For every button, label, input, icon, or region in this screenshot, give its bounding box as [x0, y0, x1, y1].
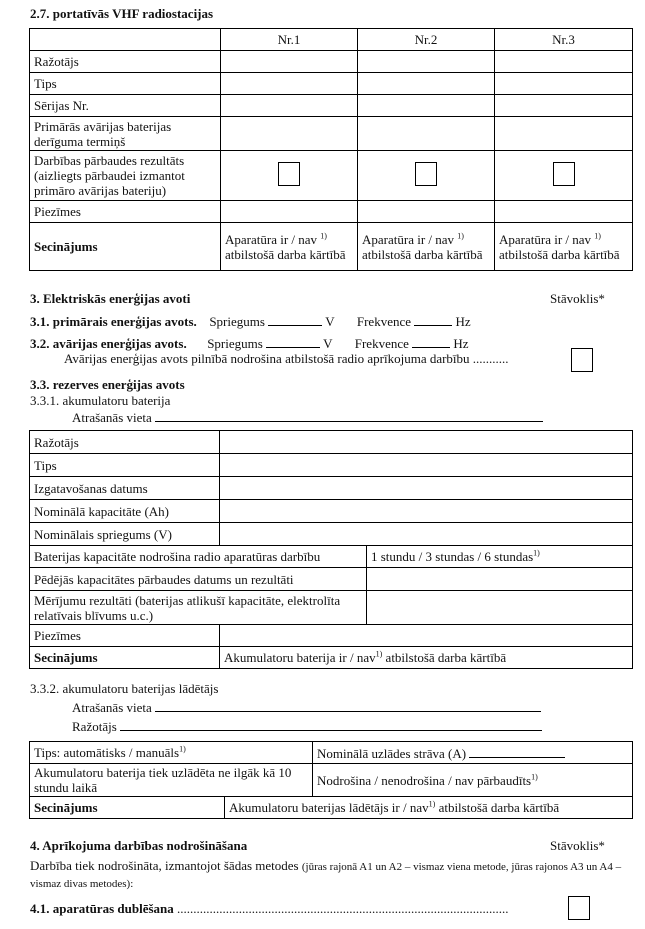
col-header-nr2: Nr.2 — [358, 29, 495, 51]
charger-manufacturer-row: Ražotājs — [72, 718, 542, 735]
primary-source-row: 3.1. primārais enerģijas avots. Spriegums V Frekvence Hz — [30, 314, 471, 329]
measure-label: Mērījumu rezultāti (baterijas atlikušī kapacitāte, elektrolīta relatīvais blīvums u.c.) — [30, 591, 367, 625]
input-cell[interactable] — [367, 591, 633, 625]
conclusion-nr2[interactable]: Aparatūra ir / nav $^{1)}$ atbilstošā darba kārtībā — [358, 223, 495, 271]
section-3-3-1-label: 3.3.1. akumulatoru baterija — [30, 393, 171, 408]
input-cell[interactable] — [221, 95, 358, 117]
nominal-current-cell[interactable]: Nominālā uzlādes strāva (A) — [313, 742, 633, 764]
row-label-notes: Piezīmes — [30, 201, 221, 223]
battery-row-label: Ražotājs — [30, 431, 220, 454]
checkbox-nr1[interactable] — [278, 162, 300, 186]
battery-conclusion-value[interactable]: Akumulatoru baterija ir / nav$^{1)}$ atbilstošā darba kārtībā — [220, 647, 633, 669]
row-label-type: Tips — [30, 73, 221, 95]
input-cell[interactable] — [220, 625, 633, 647]
input-cell[interactable] — [358, 73, 495, 95]
input-cell[interactable] — [358, 51, 495, 73]
charge-time-label: Akumulatoru baterija tiek uzlādēta ne ilgāk kā 10 stundu laikā — [30, 764, 313, 797]
charger-location-input[interactable] — [155, 699, 541, 712]
charger-table — [29, 741, 633, 819]
input-cell[interactable] — [220, 454, 633, 477]
input-cell[interactable] — [495, 117, 633, 151]
capacity-label: Baterijas kapacitāte nodrošina radio aparatūras darbību — [30, 546, 367, 568]
voltage-input[interactable] — [268, 313, 322, 326]
input-cell[interactable] — [220, 523, 633, 546]
charge-time-value[interactable]: Nodrošina / nenodrošina / nav pārbaudīts$^{1)}$ — [313, 764, 633, 797]
input-cell[interactable] — [495, 51, 633, 73]
charger-conclusion-value[interactable]: Akumulatoru baterijas lādētājs ir / nav$^{1)}$ atbilstošā darba kārtībā — [225, 797, 633, 819]
battery-row-label: Nominālā kapacitāte (Ah) — [30, 500, 220, 523]
section-4-intro: Darbība tiek nodrošināta, izmantojot šādas metodes (jūras rajonā A1 un A2 – vismaz viena metode, jūras rajonos A3 un A4 – vismaz divas metodes): — [30, 858, 622, 890]
emergency-source-row: 3.2. avārijas enerģijas avots. Spriegums V Frekvence Hz — [30, 336, 469, 351]
input-cell[interactable] — [358, 117, 495, 151]
input-cell[interactable] — [221, 201, 358, 223]
location-input[interactable] — [155, 409, 543, 422]
input-cell[interactable] — [495, 95, 633, 117]
charger-location-row: Atrašanās vieta — [72, 699, 541, 716]
charger-manufacturer-input[interactable] — [120, 718, 542, 731]
checkbox-nr3[interactable] — [553, 162, 575, 186]
battery-row-label: Tips — [30, 454, 220, 477]
section-4-heading: 4. Aprīkojuma darbības nodrošināšana — [30, 838, 248, 853]
voltage-input-2[interactable] — [266, 335, 320, 348]
input-cell[interactable] — [221, 117, 358, 151]
input-cell[interactable] — [495, 73, 633, 95]
row-label-manufacturer: Ražotājs — [30, 51, 221, 73]
input-cell[interactable] — [221, 73, 358, 95]
conclusion-nr1[interactable]: Aparatūra ir / nav $^{1)}$ atbilstošā darba kārtībā — [221, 223, 358, 271]
duplication-checkbox[interactable] — [568, 896, 590, 920]
charger-type-cell[interactable]: Tips: automātisks / manuāls$^{1)}$ — [30, 742, 313, 764]
state-label: Stāvoklis* — [550, 291, 605, 306]
input-cell[interactable] — [367, 568, 633, 591]
emergency-checkbox[interactable] — [571, 348, 593, 372]
frequency-input[interactable] — [414, 313, 452, 326]
emergency-text: Avārijas enerģijas avots pilnībā nodrošina atbilstošā radio aprīkojuma darbību ........... — [64, 351, 509, 366]
last-test-label: Pēdējās kapacitātes pārbaudes datums un rezultāti — [30, 568, 367, 591]
state-label-4: Stāvoklis* — [550, 838, 605, 853]
nominal-current-input[interactable] — [469, 745, 565, 758]
section-2-7-heading: 2.7. portatīvās VHF radiostacijas — [30, 6, 214, 21]
col-header-nr1: Nr.1 — [221, 29, 358, 51]
conclusion-nr3[interactable]: Aparatūra ir / nav $^{1)}$ atbilstošā darba kārtībā — [495, 223, 633, 271]
row-label-battery-expiry: Primārās avārijas baterijas derīguma termiņš — [30, 117, 221, 151]
section-4-1-row: 4.1. aparatūras dublēšana ...................................................................................................... — [30, 901, 509, 916]
row-label-serial: Sērijas Nr. — [30, 95, 221, 117]
col-header-nr3: Nr.3 — [495, 29, 633, 51]
battery-row-label: Nominālais spriegums (V) — [30, 523, 220, 546]
battery-conclusion-label: Secinājums — [30, 647, 220, 669]
input-cell[interactable] — [358, 95, 495, 117]
input-cell[interactable] — [358, 201, 495, 223]
notes-label: Piezīmes — [30, 625, 220, 647]
charger-conclusion-label: Secinājums — [30, 797, 225, 819]
capacity-value[interactable]: 1 stundu / 3 stundas / 6 stundas$^{1)}$ — [367, 546, 633, 568]
section-3-heading: 3. Elektriskās enerģijas avoti — [30, 291, 191, 306]
battery-row-label: Izgatavošanas datums — [30, 477, 220, 500]
input-cell[interactable] — [220, 431, 633, 454]
table-corner-cell — [30, 29, 221, 51]
section-3-3-heading: 3.3. rezerves enerģijas avots — [30, 377, 185, 392]
checkbox-nr2[interactable] — [415, 162, 437, 186]
frequency-input-2[interactable] — [412, 335, 450, 348]
location-row: Atrašanās vieta — [72, 409, 543, 426]
section-3-3-2-label: 3.3.2. akumulatoru baterijas lādētājs — [30, 681, 219, 696]
input-cell[interactable] — [495, 201, 633, 223]
row-label-test-result: Darbības pārbaudes rezultāts (aizliegts pārbaudei izmantot primāro avārijas bateriju) — [30, 151, 221, 201]
input-cell[interactable] — [220, 477, 633, 500]
battery-table — [29, 430, 633, 669]
row-label-conclusion: Secinājums — [30, 223, 221, 271]
vhf-radio-table — [29, 28, 633, 271]
input-cell[interactable] — [220, 500, 633, 523]
input-cell[interactable] — [221, 51, 358, 73]
